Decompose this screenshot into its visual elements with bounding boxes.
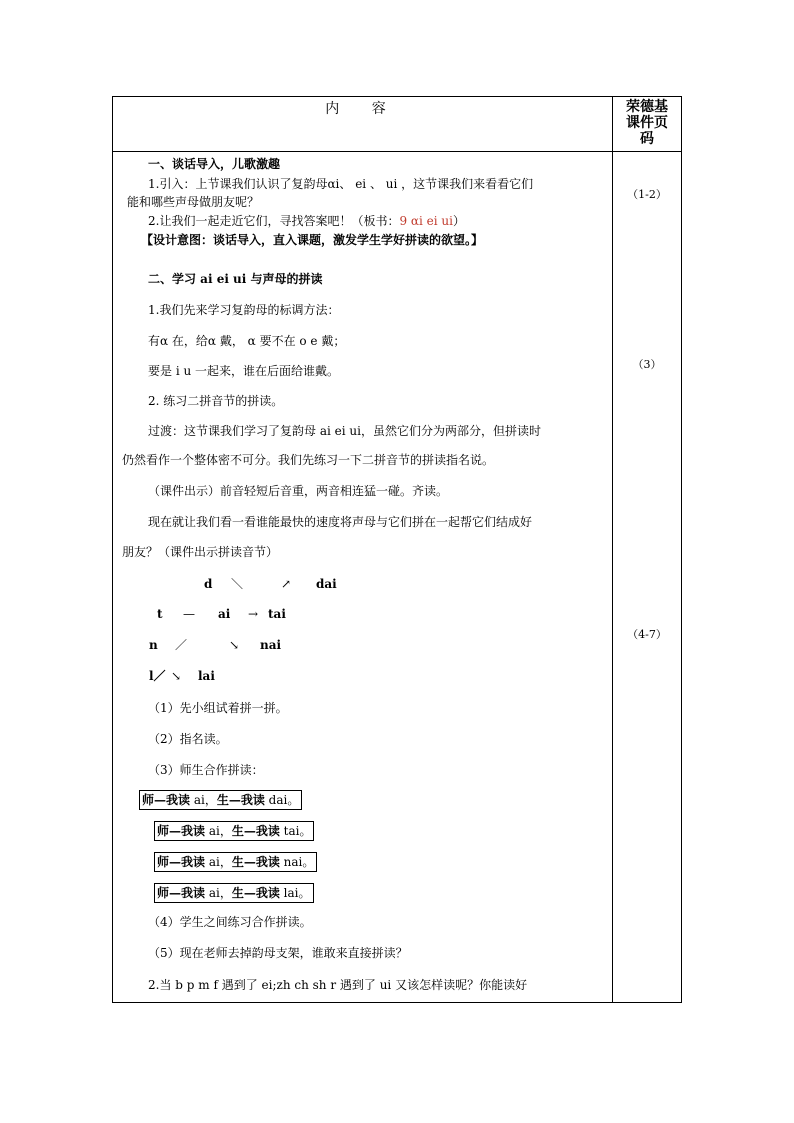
board-writing: 9 αi ei ui xyxy=(399,214,453,228)
diagram-r2-initial: t xyxy=(157,607,163,621)
section2-p6: （课件出示）前音轻短后音重，两音相连猛一碰。齐读。 xyxy=(148,484,449,498)
box-syllable: tai。 xyxy=(279,824,312,838)
design-intent: 【设计意图：谈话导入，直入课题，激发学生学好拼读的欲望。】 xyxy=(141,233,484,247)
dialogue-box-tai xyxy=(154,821,314,841)
content-header-cell xyxy=(113,97,613,152)
diagram-r4-syllable: lai xyxy=(198,669,215,683)
section2-p7-line2: 朋友？（课件出示拼读音节） xyxy=(122,545,279,559)
diagram-r1-syllable: dai xyxy=(316,577,337,591)
diagram-r3-stroke: ／ xyxy=(175,638,188,652)
content-body-cell xyxy=(113,152,613,1003)
page-code-1: （1-2） xyxy=(627,188,667,201)
item2-prefix: 2.让我们一起走近它们，寻找答案吧！（板书： xyxy=(148,214,400,228)
dialogue-box-dai xyxy=(139,790,302,810)
diagram-r2-syllable: tai xyxy=(268,607,286,621)
section1-item1-line2: 能和哪些声母做朋友呢？ xyxy=(127,195,260,209)
page-code-cell xyxy=(613,152,682,1003)
diagram-r2-arrow: → xyxy=(248,607,259,621)
step-2: （2）指名读。 xyxy=(148,732,228,746)
diagram-r1-stroke: ＼ xyxy=(231,577,244,591)
box-syllable: nai。 xyxy=(279,855,315,869)
diagram-r2-stroke: — xyxy=(183,607,195,621)
section2-p1: 1.我们先来学习复韵母的标调方法： xyxy=(148,303,340,317)
dialogue-box-nai xyxy=(154,852,317,872)
dialogue-box-lai xyxy=(154,883,314,903)
diagram-r3-arrow: ↘ xyxy=(229,638,240,652)
diagram-r2-final: ai xyxy=(218,607,231,621)
section1-heading: 一、谈话导入，儿歌激趣 xyxy=(148,157,281,171)
section2-p2: 有α 在，给α 戴， α 要不在 o e 戴； xyxy=(148,334,346,348)
item2-suffix: ） xyxy=(452,214,465,228)
last-line: 2.当 b p m f 遇到了 ei;zh ch sh r 遇到了 ui 又该怎样读呢？你能读好 xyxy=(148,978,528,992)
section2-p5-line1: 过渡：这节课我们学习了复韵母 ai ei ui，虽然它们分为两部分，但拼读时 xyxy=(148,424,541,438)
box-syllable: lai。 xyxy=(279,886,311,900)
diagram-r4-initial: l／ xyxy=(149,669,166,683)
box-student-label: 生—我读 xyxy=(216,793,265,807)
content-title: 内 容 xyxy=(325,101,400,117)
box-student-label: 生—我读 xyxy=(231,824,280,838)
side-header-cell xyxy=(613,97,682,152)
box-student-label: 生—我读 xyxy=(231,886,280,900)
section2-p7-line1: 现在就让我们看一看谁能最快的速度将声母与它们拼在一起帮它们结成好 xyxy=(148,515,533,529)
side-title-line-2: 课件页 xyxy=(626,115,668,131)
box-teacher-label: 师—我读 xyxy=(157,886,206,900)
section2-heading: 二、学习 ai ei ui 与声母的拼读 xyxy=(148,272,323,286)
diagram-r1-initial: d xyxy=(204,577,213,591)
diagram-r4-arrow: ↘ xyxy=(171,669,182,683)
box-syllable: dai。 xyxy=(264,793,300,807)
page-code-3: （4-7） xyxy=(627,628,667,641)
section1-item2 xyxy=(148,213,465,229)
section2-p5-line2: 仍然看作一个整体密不可分。我们先练习一下二拼音节的拼读指名说。 xyxy=(122,453,495,467)
box-final: ai， xyxy=(205,886,232,900)
lesson-plan-table xyxy=(112,96,682,1003)
section1-item1-line1: 1.引入：上节课我们认识了复韵母αi、 ei 、 ui ，这节课我们来看看它们 xyxy=(148,177,534,191)
box-teacher-label: 师—我读 xyxy=(157,855,206,869)
step-5: （5）现在老师去掉韵母支架，谁敢来直接拼读？ xyxy=(148,946,408,960)
diagram-r3-initial: n xyxy=(149,638,158,652)
box-final: ai， xyxy=(190,793,217,807)
box-final: ai， xyxy=(205,824,232,838)
box-teacher-label: 师—我读 xyxy=(157,824,206,838)
diagram-r1-arrow: ↗ xyxy=(281,577,292,591)
page-code-2: （3） xyxy=(632,358,662,371)
step-1: （1）先小组试着拼一拼。 xyxy=(148,701,288,715)
box-student-label: 生—我读 xyxy=(231,855,280,869)
step-3: （3）师生合作拼读： xyxy=(148,763,264,777)
box-final: ai， xyxy=(205,855,232,869)
step-4: （4）学生之间练习合作拼读。 xyxy=(148,915,312,929)
section2-p4: 2. 练习二拼音节的拼读。 xyxy=(148,394,284,408)
box-teacher-label: 师—我读 xyxy=(142,793,191,807)
side-title-line-1: 荣德基 xyxy=(626,99,668,115)
diagram-r3-syllable: nai xyxy=(260,638,282,652)
section2-p3: 要是 i u 一起来，谁在后面给谁戴。 xyxy=(148,364,340,378)
side-title-line-3: 码 xyxy=(640,131,654,147)
